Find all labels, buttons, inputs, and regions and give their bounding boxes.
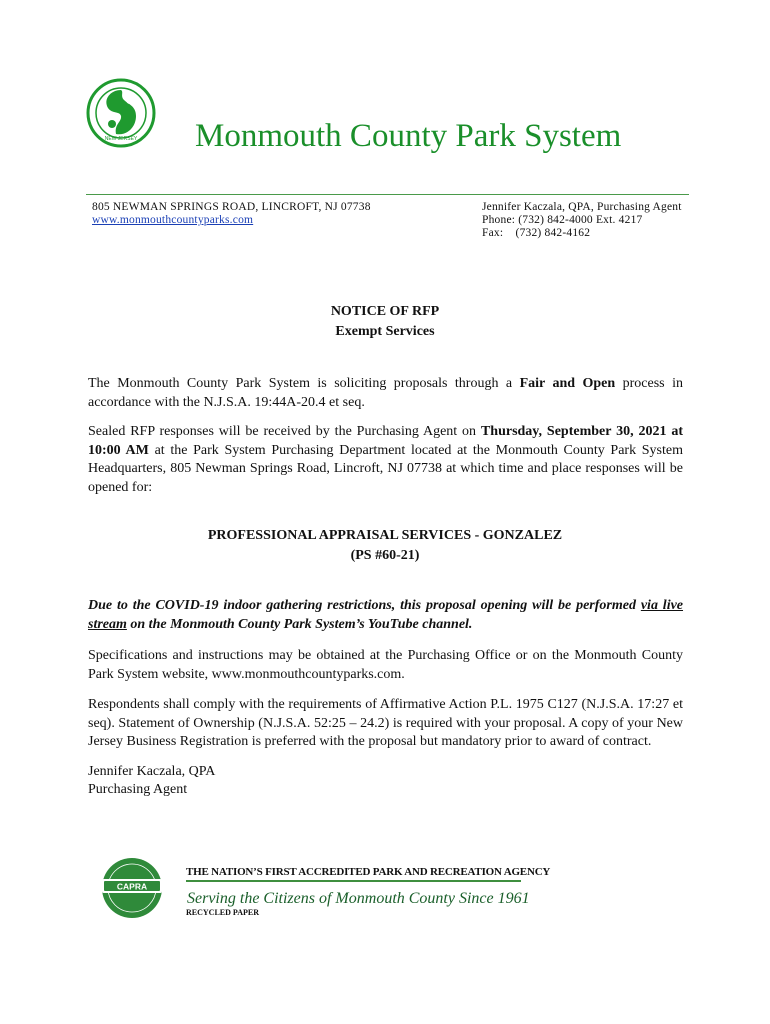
serving-tagline: Serving the Citizens of Monmouth County Since 1961 — [187, 890, 530, 907]
signature-name: Jennifer Kaczala, QPA — [88, 764, 216, 779]
website-link[interactable]: www.monmouthcountyparks.com — [92, 214, 254, 226]
address-line: 805 NEWMAN SPRINGS ROAD, LINCROFT, NJ 07738 — [92, 201, 371, 213]
paragraph-requirements: Respondents shall comply with the requirements of Affirmative Action P.L. 1975 C127 (N.J.S.A. 17:27 et seq). Statement of Ownership (N.J.S.A. 52:25 – 24.2) is required with your proposal. A copy of your New Jersey Business Registration is preferred with the proposal but mandatory prior to award of contract. — [88, 697, 683, 749]
recycled-paper-note: RECYCLED PAPER — [186, 908, 259, 917]
paragraph-submission: Sealed RFP responses will be received by the Purchasing Agent on Thursday, September 30, 2021 at 10:00 AM at the Park System Purchasing Department located at the Monmouth County Park System Headquarters, 805 Newman Springs Road, Lincroft, NJ 07738 at which time and place responses will be opened for: — [88, 424, 683, 495]
accreditation-tagline: THE NATION’S FIRST ACCREDITED PARK AND RECREATION AGENCY — [186, 866, 551, 878]
capra-badge-icon — [98, 855, 166, 921]
paragraph-specifications: Specifications and instructions may be obtained at the Purchasing Office or on the Monmouth County Park System website, www.monmouthcountyparks.com. — [88, 648, 683, 682]
paragraph-solicitation: The Monmouth County Park System is soliciting proposals through a Fair and Open process in accordance with the N.J.S.A. 19:44A-20.4 et seq. — [88, 376, 683, 410]
service-title: PROFESSIONAL APPRAISAL SERVICES - GONZALEZ — [207, 528, 563, 543]
signature-title: Purchasing Agent — [88, 782, 188, 797]
park-system-seal-icon — [86, 78, 156, 148]
phone-line: Phone: (732) 842-4000 Ext. 4217 — [482, 214, 643, 226]
live-stream-link[interactable]: via live stream — [88, 598, 684, 632]
notice-heading: NOTICE OF RFP — [330, 304, 440, 319]
notice-subheading: Exempt Services — [335, 324, 435, 339]
organization-title: Monmouth County Park System — [195, 118, 622, 154]
service-code: (PS #60-21) — [350, 548, 420, 563]
svg-text:CAPRA: CAPRA — [116, 881, 148, 892]
paragraph-covid-notice: Due to the COVID-19 indoor gathering restrictions, this proposal opening will be performed via live stream on the Monmouth County Park System’s YouTube channel. — [88, 598, 684, 632]
agent-line: Jennifer Kaczala, QPA, Purchasing Agent — [482, 201, 682, 213]
footer-divider — [186, 880, 521, 882]
fax-line: Fax: (732) 842-4162 — [482, 227, 591, 239]
svg-text:NEW JERSEY: NEW JERSEY — [104, 136, 138, 142]
header-divider — [86, 194, 689, 195]
